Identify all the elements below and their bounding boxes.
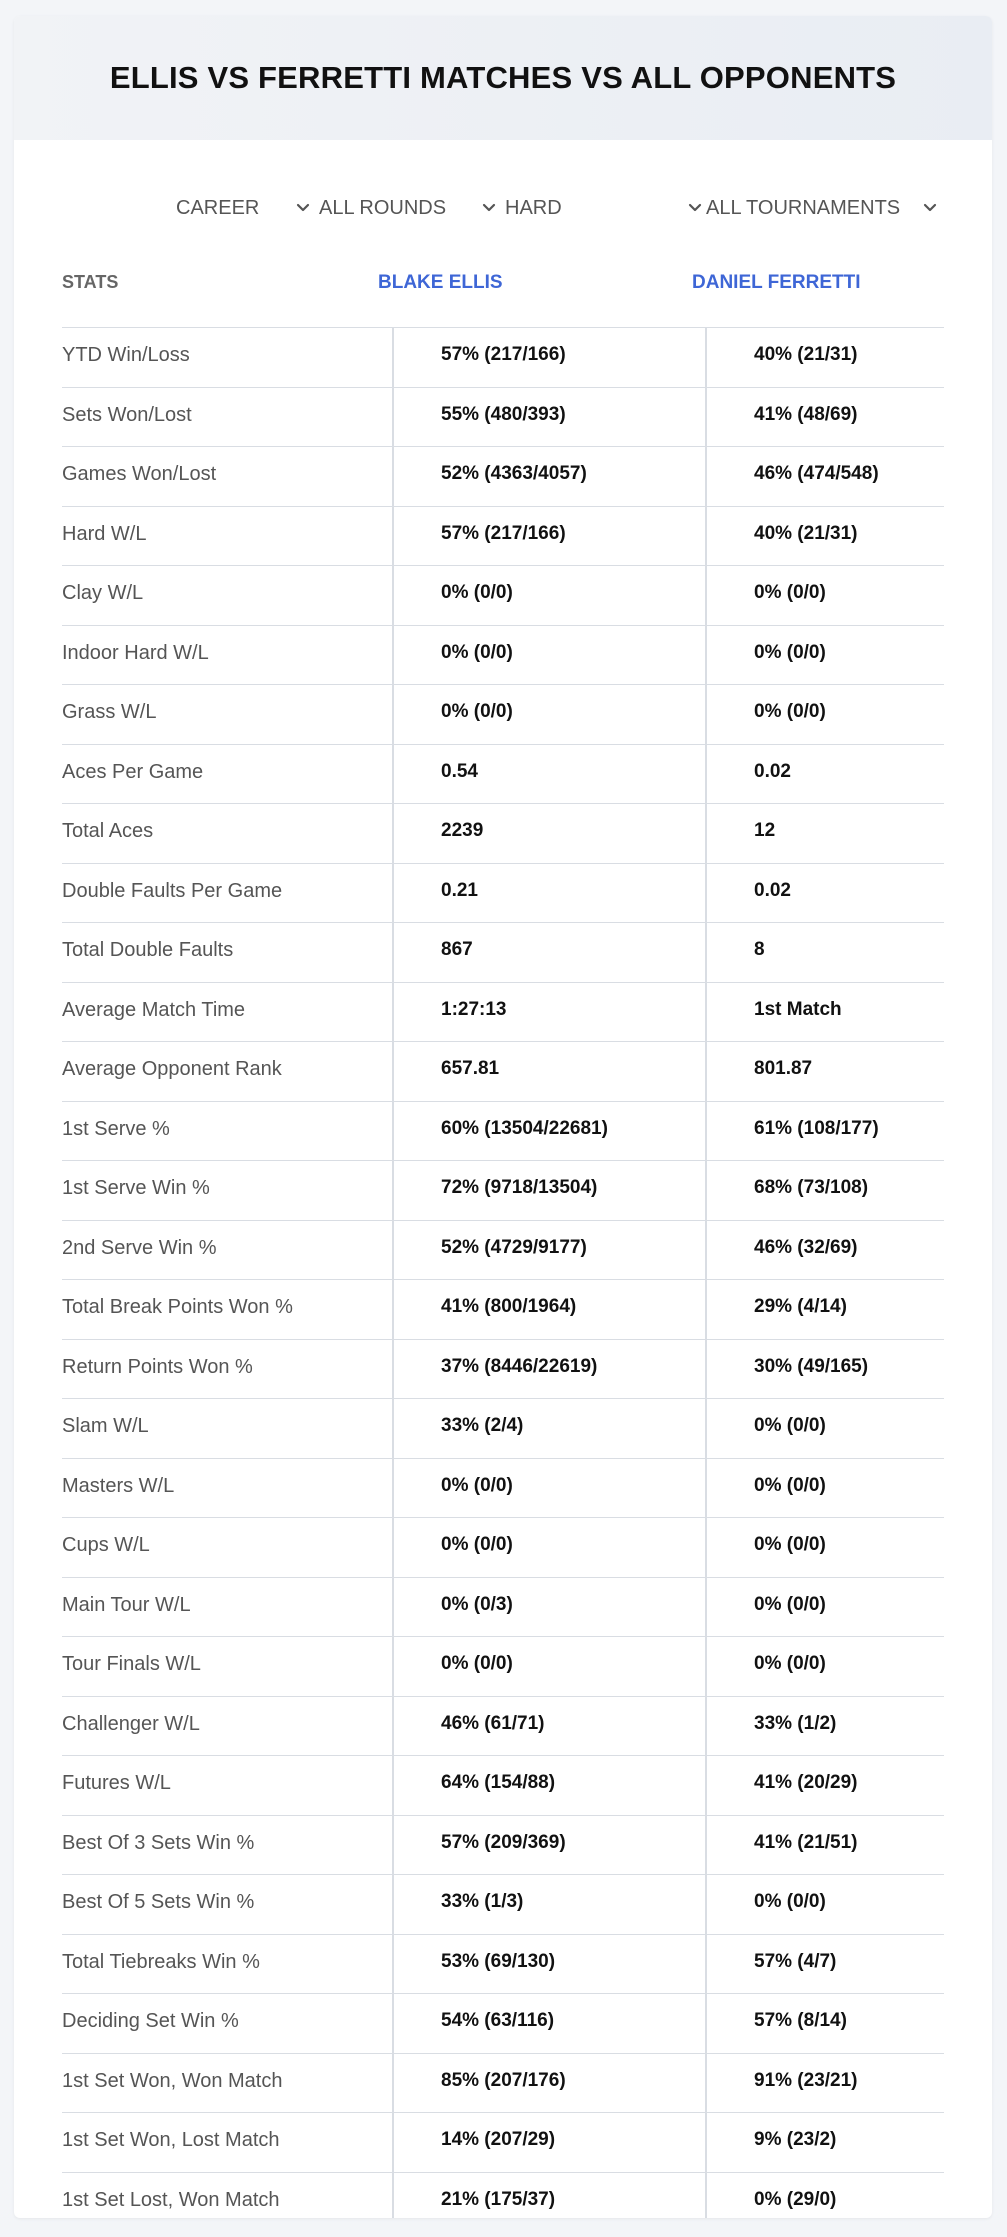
table-row (62, 983, 944, 1043)
player2-stat-value: 0% (0/0) (754, 1474, 826, 1496)
period-select-value: CAREER (176, 196, 260, 219)
surface-select[interactable] (505, 188, 705, 228)
player1-stat-value: 0% (0/3) (441, 1593, 513, 1615)
player1-stat-value: 85% (207/176) (441, 2069, 566, 2091)
player1-stat-value: 72% (9718/13504) (441, 1177, 598, 1198)
stat-label: 1st Set Lost, Won Match (62, 2188, 280, 2211)
stat-label: Cups W/L (62, 1534, 150, 1556)
player1-stat-value: 0% (0/0) (441, 641, 513, 663)
player2-stat-value: 33% (1/2) (754, 1712, 837, 1734)
player1-stat-value: 64% (154/88) (441, 1772, 556, 1793)
table-row (62, 1399, 944, 1459)
table-row (62, 2113, 944, 2173)
player1-stat-value: 0% (0/0) (441, 1653, 513, 1674)
chevron-down-icon (479, 198, 499, 218)
player2-stat-value: 0% (29/0) (754, 2188, 837, 2210)
table-header (62, 248, 944, 328)
stat-label: Deciding Set Win % (62, 2010, 239, 2032)
player1-stat-value: 55% (480/393) (441, 403, 566, 425)
stat-label: Futures W/L (62, 1772, 171, 1794)
player2-stat-value: 41% (21/51) (754, 1831, 858, 1853)
player1-stat-value: 41% (800/1964) (441, 1296, 577, 1317)
player2-stat-value: 0% (0/0) (754, 1415, 826, 1436)
player1-stat-value: 33% (1/3) (441, 1891, 524, 1912)
player2-stat-value: 0% (0/0) (754, 582, 826, 603)
table-body (62, 328, 944, 2218)
player1-stat-value: 1:27:13 (441, 998, 507, 1020)
player1-stat-value: 54% (63/116) (441, 2010, 555, 2031)
table-row (62, 1102, 944, 1162)
table-row (62, 566, 944, 626)
stat-label: Total Tiebreaks Win % (62, 1950, 260, 1973)
rounds-select-value: ALL ROUNDS (319, 196, 447, 219)
stat-label: Best Of 3 Sets Win % (62, 1831, 255, 1854)
player1-stat-value: 53% (69/130) (441, 1950, 556, 1972)
player2-stat-value: 29% (4/14) (754, 1296, 847, 1317)
player2-stat-value: 12 (754, 820, 776, 841)
player2-stat-value: 0% (0/0) (754, 641, 826, 663)
player2-stat-value: 57% (4/7) (754, 1950, 837, 1972)
stat-label: Total Break Points Won % (62, 1296, 293, 1318)
table-row (62, 1161, 944, 1221)
stat-label: Slam W/L (62, 1415, 149, 1437)
table-row (62, 1697, 944, 1757)
table-row (62, 388, 944, 448)
table-row (62, 864, 944, 924)
player1-stat-value: 0.21 (441, 879, 478, 901)
player1-stat-value: 33% (2/4) (441, 1415, 524, 1436)
player1-stat-value: 867 (441, 939, 473, 960)
table-row (62, 1280, 944, 1340)
column-divider (705, 327, 707, 2218)
stat-label: Indoor Hard W/L (62, 641, 209, 664)
player2-stat-value: 0% (0/0) (754, 701, 826, 722)
table-row (62, 1518, 944, 1578)
player2-stat-value: 91% (23/21) (754, 2069, 858, 2091)
player2-column-header[interactable]: DANIEL FERRETTI (692, 272, 861, 293)
player2-stat-value: 9% (23/2) (754, 2129, 837, 2150)
stat-label: Return Points Won % (62, 1355, 253, 1378)
table-row (62, 507, 944, 567)
player1-stat-value: 52% (4363/4057) (441, 463, 587, 484)
table-row (62, 328, 944, 388)
stat-label: Sets Won/Lost (62, 403, 192, 426)
stat-label: Hard W/L (62, 522, 147, 545)
player1-stat-value: 57% (217/166) (441, 344, 566, 365)
surface-select-value: HARD (505, 196, 562, 219)
tournaments-select[interactable] (706, 188, 940, 228)
table-row (62, 685, 944, 745)
player2-stat-value: 0% (0/0) (754, 1593, 826, 1615)
stat-label: Grass W/L (62, 701, 157, 723)
table-row (62, 447, 944, 507)
player1-stat-value: 0.54 (441, 760, 478, 782)
stat-label: 1st Serve % (62, 1117, 170, 1140)
stats-card (14, 16, 992, 2218)
period-select[interactable] (176, 188, 313, 228)
table-row (62, 1042, 944, 1102)
player1-stat-value: 57% (209/369) (441, 1831, 566, 1853)
player2-stat-value: 801.87 (754, 1058, 813, 1079)
player1-stat-value: 0% (0/0) (441, 582, 513, 603)
stat-label: 1st Set Won, Lost Match (62, 2129, 280, 2151)
stat-label: Double Faults Per Game (62, 879, 283, 902)
player2-stat-value: 61% (108/177) (754, 1117, 879, 1139)
stat-label: Total Aces (62, 820, 154, 842)
table-row (62, 1221, 944, 1281)
player1-stat-value: 2239 (441, 820, 484, 841)
page-title: ELLIS VS FERRETTI MATCHES VS ALL OPPONENTS (109, 60, 897, 95)
chevron-down-icon (920, 198, 940, 218)
player2-stat-value: 8 (754, 939, 765, 960)
player2-stat-value: 30% (49/165) (754, 1355, 869, 1377)
player2-stat-value: 41% (48/69) (754, 403, 858, 425)
rounds-select[interactable] (319, 188, 499, 228)
filter-bar (14, 188, 992, 228)
player2-stat-value: 0% (0/0) (754, 1534, 826, 1555)
table-row (62, 1994, 944, 2054)
table-row (62, 1459, 944, 1519)
table-row (62, 1816, 944, 1876)
player2-stat-value: 1st Match (754, 998, 842, 1020)
stat-label: 1st Serve Win % (62, 1177, 210, 1199)
table-row (62, 1637, 944, 1697)
player2-stat-value: 0.02 (754, 760, 791, 782)
table-row (62, 626, 944, 686)
table-row (62, 923, 944, 983)
player1-stat-value: 0% (0/0) (441, 701, 513, 722)
stat-label: Clay W/L (62, 582, 144, 604)
player1-stat-value: 52% (4729/9177) (441, 1236, 587, 1258)
player1-stat-value: 57% (217/166) (441, 522, 566, 544)
player1-stat-value: 37% (8446/22619) (441, 1355, 598, 1377)
column-divider (392, 327, 394, 2218)
tournaments-select-value: ALL TOURNAMENTS (706, 196, 901, 219)
player2-stat-value: 68% (73/108) (754, 1177, 869, 1198)
stat-label: Average Opponent Rank (62, 1058, 282, 1080)
player2-stat-value: 0.02 (754, 879, 791, 901)
player1-column-header[interactable]: BLAKE ELLIS (378, 272, 503, 293)
player1-stat-value: 21% (175/37) (441, 2188, 556, 2210)
player2-stat-value: 0% (0/0) (754, 1653, 826, 1674)
table-row (62, 2054, 944, 2114)
chevron-down-icon (293, 198, 313, 218)
table-row (62, 1935, 944, 1995)
player1-stat-value: 0% (0/0) (441, 1474, 513, 1496)
table-row (62, 1875, 944, 1935)
player2-stat-value: 0% (0/0) (754, 1891, 826, 1912)
table-row (62, 804, 944, 864)
stat-label: Best Of 5 Sets Win % (62, 1891, 255, 1913)
player1-stat-value: 0% (0/0) (441, 1534, 513, 1555)
stat-label: Games Won/Lost (62, 463, 217, 485)
stats-column-header: STATS (62, 272, 119, 292)
player2-stat-value: 57% (8/14) (754, 2010, 847, 2031)
card-header (14, 16, 992, 140)
table-row (62, 1756, 944, 1816)
stat-label: YTD Win/Loss (62, 344, 190, 366)
stats-table (62, 248, 944, 2218)
stat-label: Masters W/L (62, 1474, 175, 1497)
stat-label: Average Match Time (62, 998, 246, 1021)
player1-stat-value: 657.81 (441, 1058, 500, 1079)
stat-label: 1st Set Won, Won Match (62, 2069, 283, 2092)
table-row (62, 1578, 944, 1638)
player1-stat-value: 60% (13504/22681) (441, 1117, 608, 1139)
player2-stat-value: 40% (21/31) (754, 522, 858, 544)
stat-label: Aces Per Game (62, 760, 204, 783)
table-row (62, 2173, 944, 2219)
player1-stat-value: 46% (61/71) (441, 1712, 545, 1734)
player2-stat-value: 40% (21/31) (754, 344, 858, 365)
stat-label: Tour Finals W/L (62, 1653, 201, 1675)
player2-stat-value: 46% (474/548) (754, 463, 879, 484)
table-row (62, 1340, 944, 1400)
player2-stat-value: 41% (20/29) (754, 1772, 858, 1793)
chevron-down-icon (685, 198, 705, 218)
stat-label: Challenger W/L (62, 1712, 200, 1735)
stat-label: Total Double Faults (62, 939, 234, 961)
player2-stat-value: 46% (32/69) (754, 1236, 858, 1258)
stat-label: 2nd Serve Win % (62, 1236, 217, 1259)
stat-label: Main Tour W/L (62, 1593, 191, 1616)
player1-stat-value: 14% (207/29) (441, 2129, 556, 2150)
table-row (62, 745, 944, 805)
